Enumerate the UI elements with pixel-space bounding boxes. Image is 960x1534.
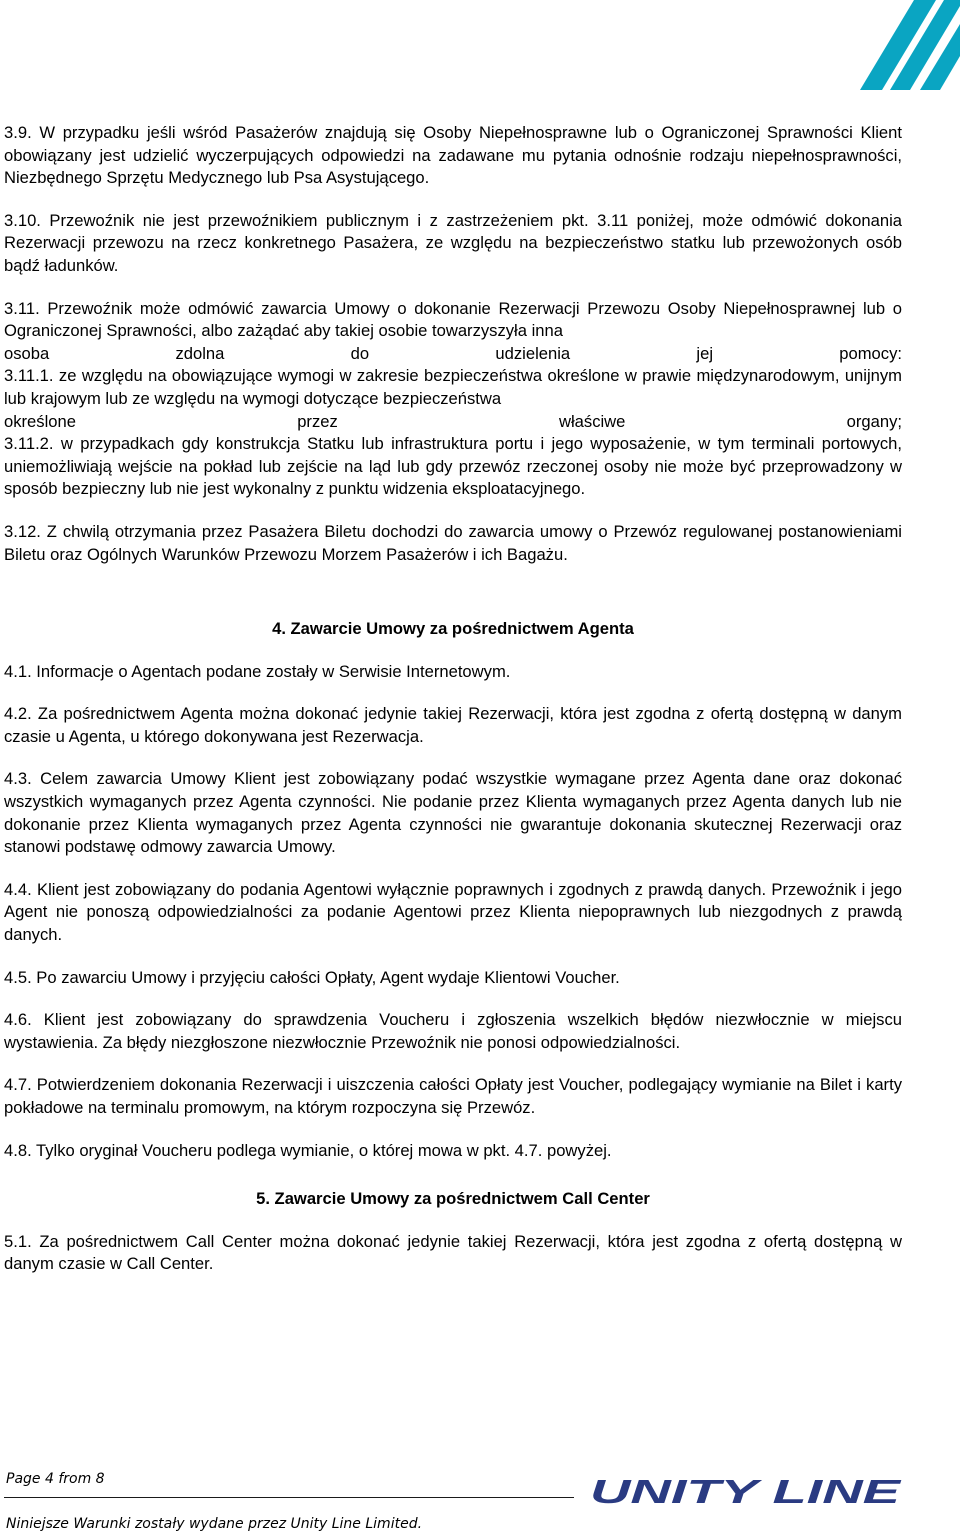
paragraph-5-1: 5.1. Za pośrednictwem Call Center można dokonać jedynie takiej Rezerwacji, która jest zgodna z ofertą dostępną w danym czasie w Call Center. — [4, 1231, 902, 1274]
paragraph-3-11-2: 3.11.2. w przypadkach gdy konstrukcja Statku lub infrastruktura portu i jego wyposażenie, w tym terminali portowych, uniemożliwiają wejście na pokład lub zejście na ląd lub gdy przewóz rzeczonej osoby nie może być przeprowadzony w sposób bezpieczny lub nie jest wykonalny z punktu widzenia eksploatacyjnego. — [4, 434, 902, 499]
issued-by-note: Niniejsze Warunki zostały wydane przez Unity Line Limited. — [6, 1516, 423, 1532]
paragraph-3-11-last-line: osoba zdolna do udzielenia jej pomocy: — [4, 343, 902, 363]
unity-line-wordmark-logo — [590, 1476, 902, 1506]
document-body — [4, 122, 902, 1296]
paragraph-4-3: 4.3. Celem zawarcia Umowy Klient jest zobowiązany podać wszystkie wymagane przez Agenta dane oraz dokonać wszystkich wymaganych przez Agenta czynności. Nie podanie przez Klienta wymaganych przez Agenta danych lub nie dokonanie przez Klienta wymaganych przez Agenta czynności nie gwarantuje dokonania skutecznej Rezerwacji oraz stanowi podstawę odmowy zawarcia Umowy. — [4, 769, 902, 857]
paragraph-3-11: 3.11. Przewoźnik może odmówić zawarcia Umowy o dokonanie Rezerwacji Przewozu Osoby Niepełnosprawnej lub o Ograniczonej Sprawności, albo zażądać aby takiej osobie towarzyszyła inna — [4, 298, 902, 341]
paragraph-4-4: 4.4. Klient jest zobowiązany do podania Agentowi wyłącznie poprawnych i zgodnych z prawdą danych. Przewoźnik i jego Agent nie ponoszą odpowiedzialności za podanie Agentowi przez Klienta niepoprawnych lub niezgodnych z prawdą danych. — [4, 879, 902, 945]
paragraph-3-11-1: 3.11.1. ze względu na obowiązujące wymogi w zakresie bezpieczeństwa określone w prawie międzynarodowym, unijnym lub krajowym lub ze względu na wymogi dotyczące bezpieczeństwa — [4, 366, 902, 408]
section-4-heading: 4. Zawarcie Umowy za pośrednictwem Agenta — [272, 619, 634, 639]
paragraph-4-6: 4.6. Klient jest zobowiązany do sprawdzenia Voucheru i zgłoszenia wszelkich błędów niezwłocznie w miejscu wystawienia. Za błędy niezgłoszone niezwłocznie Przewoźnik nie ponosi odpowiedzialności. — [4, 1010, 902, 1052]
paragraph-4-1: 4.1. Informacje o Agentach podane zostały w Serwisie Internetowym. — [4, 661, 511, 681]
paragraph-4-7: 4.7. Potwierdzeniem dokonania Rezerwacji i uiszczenia całości Opłaty jest Voucher, podlegający wymianie na Bilet i karty pokładowe na terminalu promowym, na którym rozpoczyna się Przewóz. — [4, 1075, 902, 1117]
paragraph-4-8: 4.8. Tylko oryginał Voucheru podlega wymianie, o której mowa w pkt. 4.7. powyżej. — [4, 1140, 612, 1160]
paragraph-3-12: 3.12. Z chwilą otrzymania przez Pasażera Biletu dochodzi do zawarcia umowy o Przewóz regulowanej postanowieniami Biletu oraz Ogólnych Warunków Przewozu Morzem Pasażerów i ich Bagażu. — [4, 521, 902, 564]
page-number: Page 4 from 8 — [6, 1471, 105, 1487]
unity-line-stripes-logo — [790, 0, 960, 90]
footer-divider — [4, 1497, 574, 1498]
paragraph-3-11-1-last-line: określone przez właściwe organy; — [4, 411, 902, 431]
brand-text: UNITY LINE — [590, 1476, 902, 1506]
paragraph-4-5: 4.5. Po zawarciu Umowy i przyjęciu całości Opłaty, Agent wydaje Klientowi Voucher. — [4, 967, 620, 987]
page-footer — [0, 1466, 960, 1534]
paragraph-3-10: 3.10. Przewoźnik nie jest przewoźnikiem publicznym i z zastrzeżeniem pkt. 3.11 poniżej, może odmówić dokonania Rezerwacji przewozu na rzecz konkretnego Pasażera, ze względu na bezpieczeństwo statku lub przewożonych osób bądź ładunków. — [4, 210, 902, 275]
section-5-heading: 5. Zawarcie Umowy za pośrednictwem Call Center — [256, 1189, 650, 1209]
paragraph-4-2: 4.2. Za pośrednictwem Agenta można dokonać jedynie takiej Rezerwacji, która jest zgodna z ofertą dostępną w danym czasie u Agenta, u którego dokonywana jest Rezerwacja. — [4, 704, 902, 746]
paragraph-3-9: 3.9. W przypadku jeśli wśród Pasażerów znajdują się Osoby Niepełnosprawne lub o Ograniczonej Sprawności Klient obowiązany jest udzielić wyczerpujących odpowiedzi na zadawane mu pytania odnośnie rodzaju niepełnosprawności, Niezbędnego Sprzętu Medycznego lub Psa Asystującego. — [4, 123, 902, 188]
